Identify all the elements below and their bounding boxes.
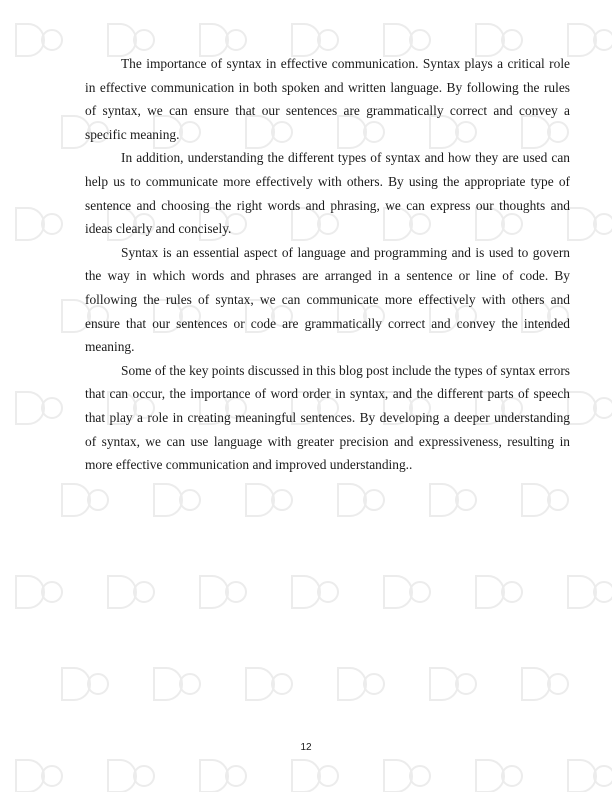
watermark-motif — [292, 760, 338, 792]
watermark-motif — [154, 484, 200, 516]
paragraph: The importance of syntax in effective communication. Syntax plays a critical role in effective communication in both spoken and written language. By following the rules of syntax, we can ensure that our sentences are grammatically correct and convey a specific meaning. — [85, 56, 570, 142]
watermark-motif — [430, 484, 476, 516]
watermark-motif — [568, 208, 612, 240]
watermark-motif — [568, 392, 612, 424]
watermark-motif — [16, 760, 62, 792]
watermark-motif — [568, 24, 612, 56]
watermark-motif — [384, 760, 430, 792]
watermark-motif — [522, 484, 568, 516]
watermark-motif — [200, 576, 246, 608]
page-number: 12 — [300, 742, 312, 753]
paragraph: Syntax is an essential aspect of language and programming and is used to govern the way in which words and phrases are arranged in a sentence or line of code. By following the rules of syntax, we can communicate more effectively with others and ensure that our sentences or code are grammatically correct and convey the intended meaning. — [85, 244, 570, 355]
watermark-motif — [246, 668, 292, 700]
watermark-motif — [476, 760, 522, 792]
watermark-motif — [292, 576, 338, 608]
watermark-motif — [16, 24, 62, 56]
watermark-motif — [430, 668, 476, 700]
watermark-motif — [200, 760, 246, 792]
watermark-motif — [568, 760, 612, 792]
paragraph: Some of the key points discussed in this blog post include the types of syntax errors that can occur, the importance of word order in syntax, and the different parts of speech that play a role in creating meaningful sentences. By developing a deeper understanding of syntax, we can use language with greater precision and expressiveness, resulting in more effective communication and improved understanding.. — [85, 362, 570, 473]
body-text — [85, 52, 570, 477]
watermark-motif — [16, 208, 62, 240]
watermark-motif — [338, 484, 384, 516]
watermark-motif — [16, 576, 62, 608]
watermark-motif — [62, 668, 108, 700]
watermark-motif — [246, 484, 292, 516]
paragraph: In addition, understanding the different types of syntax and how they are used can help us to communicate more effectively with others. By using the appropriate type of sentence and choosing the right words and phrasing, we can express our thoughts and ideas clearly and concisely. — [85, 150, 570, 237]
watermark-motif — [108, 760, 154, 792]
watermark-motif — [16, 392, 62, 424]
watermark-motif — [338, 668, 384, 700]
watermark-motif — [384, 576, 430, 608]
watermark-motif — [568, 576, 612, 608]
watermark-motif — [62, 484, 108, 516]
watermark-motif — [476, 576, 522, 608]
watermark-motif — [522, 668, 568, 700]
watermark-motif — [108, 576, 154, 608]
watermark-motif — [154, 668, 200, 700]
